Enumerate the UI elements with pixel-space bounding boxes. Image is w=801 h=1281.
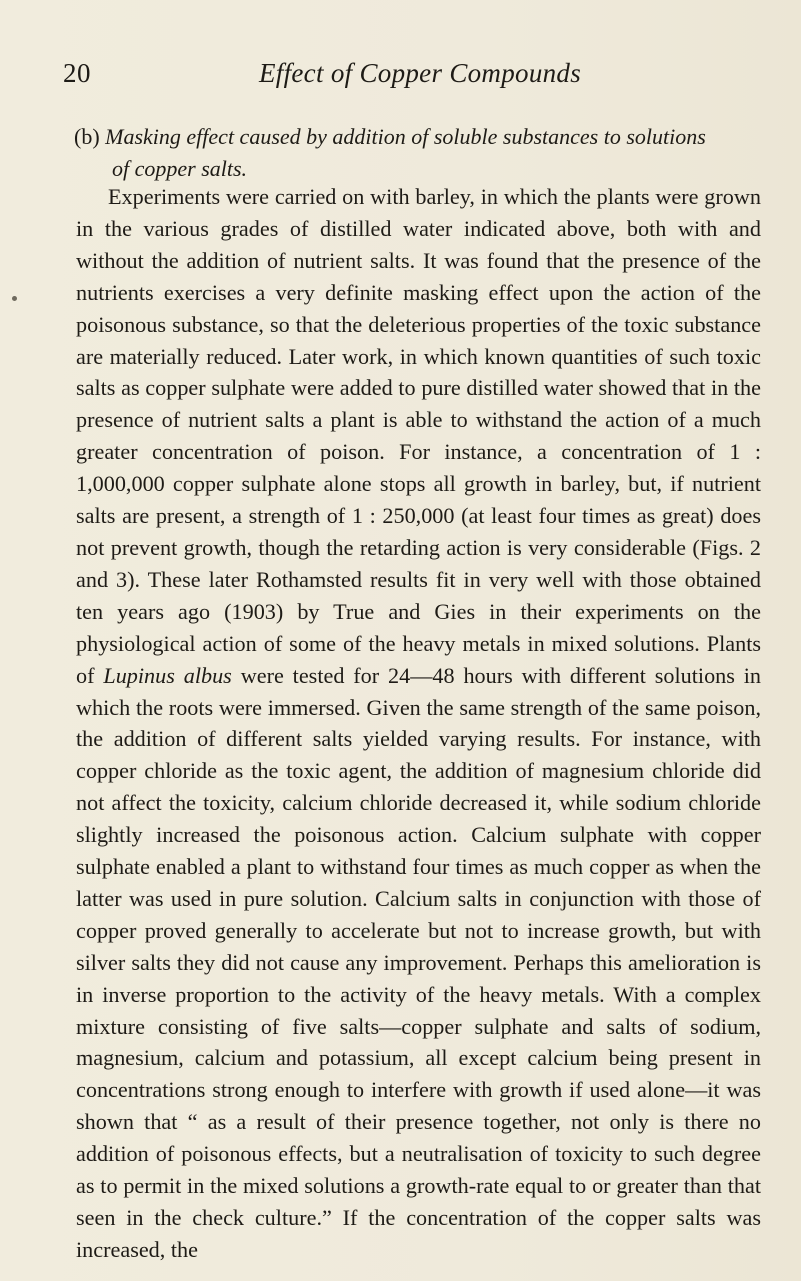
- section-title: Masking effect caused by addition of soluble substances to solutions of copper salts.: [105, 124, 706, 181]
- section-heading: [74, 121, 724, 185]
- page-number: 20: [63, 58, 91, 88]
- section-label: (b): [74, 124, 100, 149]
- paragraph-text-part2: were tested for 24—48 hours with different solutions in which the roots were immersed. Given the same strength of the same poison, the addition of different salts yielded varying results. For instance, with copper chloride as the toxic agent, the addition of magnesium chloride did not affect the toxicity, calcium chloride decreased it, while sodium chloride slightly increased the poisonous action. Calcium sulphate with copper sulphate enabled a plant to withstand four times as much copper as when the latter was used in pure solution. Calcium salts in conjunction with those of copper proved generally to accelerate but not to increase growth, but with silver salts they did not cause any improvement. Perhaps this amelioration is in inverse proportion to the activity of the heavy metals. With a complex mixture consisting of five salts—copper sulphate and salts of sodium, magnesium, calcium and potassium, all except calcium being present in concentrations strong enough to interfere with growth if used alone—it was shown that “ as a result of their presence together, not only is there no addition of poisonous effects, but a neutralisation of toxicity to such degree as to permit in the mixed solutions a growth-rate equal to or greater than that seen in the check culture.” If the concentration of the copper salts was increased, the: [76, 662, 762, 1262]
- body-paragraph: [76, 181, 761, 1266]
- species-name: Lupinus albus: [103, 662, 232, 688]
- margin-dot: [12, 296, 17, 301]
- running-title: Effect of Copper Compounds: [259, 58, 582, 88]
- paragraph-text-part1: Experiments were carried on with barley, in which the plants were grown in the various grades of distilled water indicated above, both with and without the addition of nutrient salts. It was found that the presence of the nutrients exercises a very definite masking effect upon the action of the poisonous substance, so that the deleterious properties of the toxic substance are materially reduced. Later work, in which known quantities of such toxic salts as copper sulphate were added to pure distilled water showed that in the presence of nutrient salts a plant is able to withstand the action of a much greater concentration of poison. For instance, a concentration of 1 : 1,000,000 copper sulphate alone stops all growth in barley, but, if nutrient salts are present, a strength of 1 : 250,000 (at least four times as great) does not prevent growth, though the retarding action is very considerable (Figs. 2 and 3). These later Rothamsted results fit in very well with those obtained ten years ago (1903) by True and Gies in their experiments on the physiological action of some of the heavy metals in mixed solutions. Plants of: [76, 184, 761, 688]
- page-header: [63, 58, 753, 98]
